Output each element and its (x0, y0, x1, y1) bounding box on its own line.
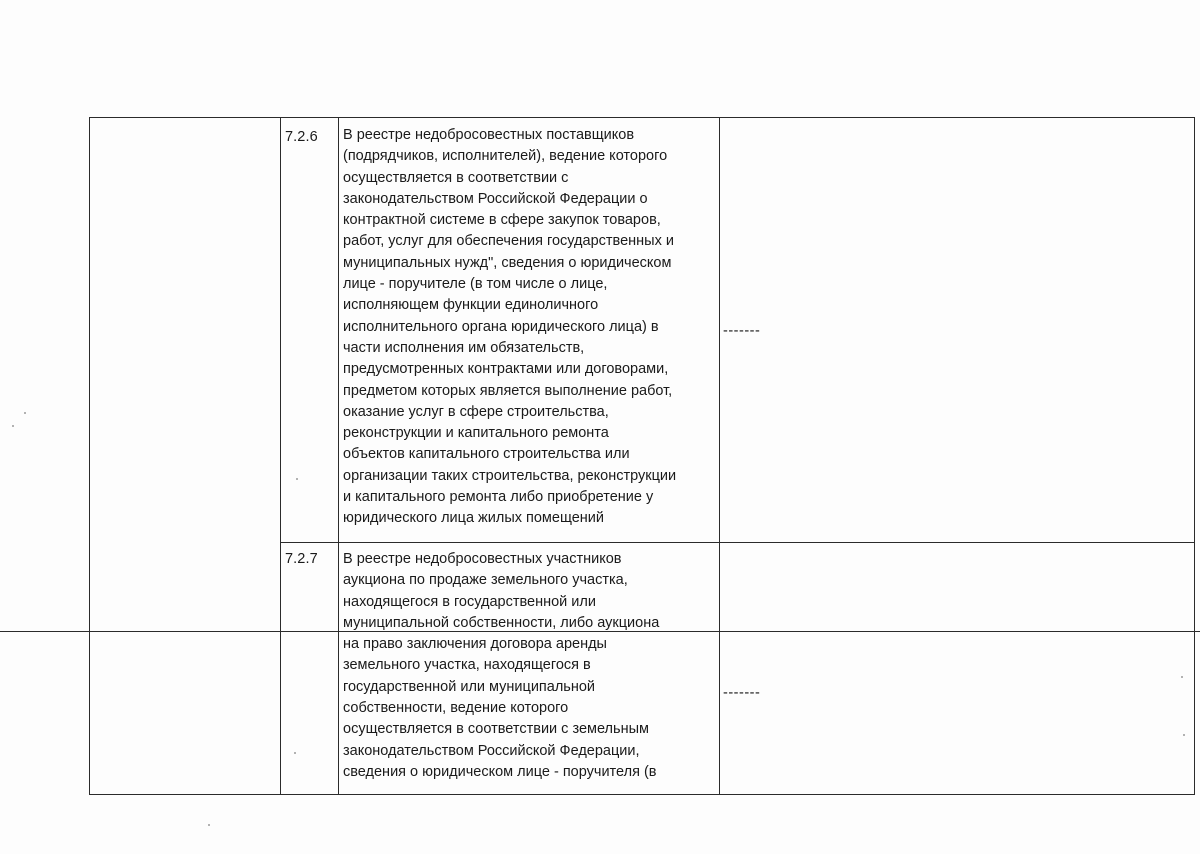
text-line: работ, услуг для обеспечения государственных и (343, 233, 674, 250)
row-value-7-2-6: ------- (723, 323, 761, 339)
text-line: законодательством Российской Федерации, (343, 742, 640, 759)
text-line: и капитального ремонта либо приобретение у (343, 489, 654, 506)
text-line: государственной или муниципальной (343, 678, 596, 695)
scan-speck (208, 824, 210, 826)
row-divider (280, 542, 1195, 543)
text-line: (подрядчиков, исполнителей), ведение которого (343, 148, 668, 165)
row-number-7-2-7: 7.2.7 (285, 551, 318, 567)
text-line: предметом которых является выполнение работ, (343, 382, 673, 399)
scan-speck (24, 412, 26, 414)
text-line: организации таких строительства, реконструкции (343, 467, 677, 484)
text-line: части исполнения им обязательств, (343, 339, 585, 356)
text-line: контрактной системе в сфере закупок товаров, (343, 212, 661, 229)
text-line: предусмотренных контрактами или договорами, (343, 361, 669, 378)
text-line: собственности, ведение которого (343, 700, 569, 717)
text-line: сведения о юридическом лице - поручителя (в (343, 763, 657, 780)
row-value-7-2-7: ------- (723, 685, 761, 701)
row-text-7-2-7 (343, 549, 718, 783)
column-divider-2 (338, 117, 339, 795)
text-line: аукциона по продаже земельного участка, (343, 572, 628, 589)
column-divider-1 (280, 117, 281, 795)
text-line: муниципальной собственности, либо аукциона (343, 614, 660, 631)
text-line: земельного участка, находящегося в (343, 657, 591, 674)
text-line: осуществляется в соответствии с (343, 169, 569, 186)
text-line: находящегося в государственной или (343, 593, 596, 610)
scan-speck (296, 478, 298, 480)
column-divider-3 (719, 117, 720, 795)
scan-speck (1183, 734, 1185, 736)
scan-speck (294, 752, 296, 754)
text-line: В реестре недобросовестных поставщиков (343, 127, 635, 143)
text-line: объектов капитального строительства или (343, 446, 630, 463)
text-line: муниципальных нужд", сведения о юридическом (343, 254, 672, 271)
text-line: юридического лица жилых помещений (343, 510, 605, 527)
text-line: реконструкции и капитального ремонта (343, 425, 609, 442)
text-line: В реестре недобросовестных участников (343, 551, 622, 567)
text-line: законодательством Российской Федерации о (343, 190, 648, 207)
text-line: исполнительного органа юридического лица) в (343, 318, 659, 335)
scan-speck (12, 425, 14, 427)
text-line: на право заключения договора аренды (343, 636, 607, 653)
scan-speck (1181, 676, 1183, 678)
text-line: лице - поручителе (в том числе о лице, (343, 276, 608, 293)
text-line: исполняющем функции единоличного (343, 297, 599, 314)
row-number-7-2-6: 7.2.6 (285, 129, 318, 145)
row-text-7-2-6 (343, 125, 718, 530)
text-line: оказание услуг в сфере строительства, (343, 403, 609, 420)
text-line: осуществляется в соответствии с земельным (343, 721, 649, 738)
